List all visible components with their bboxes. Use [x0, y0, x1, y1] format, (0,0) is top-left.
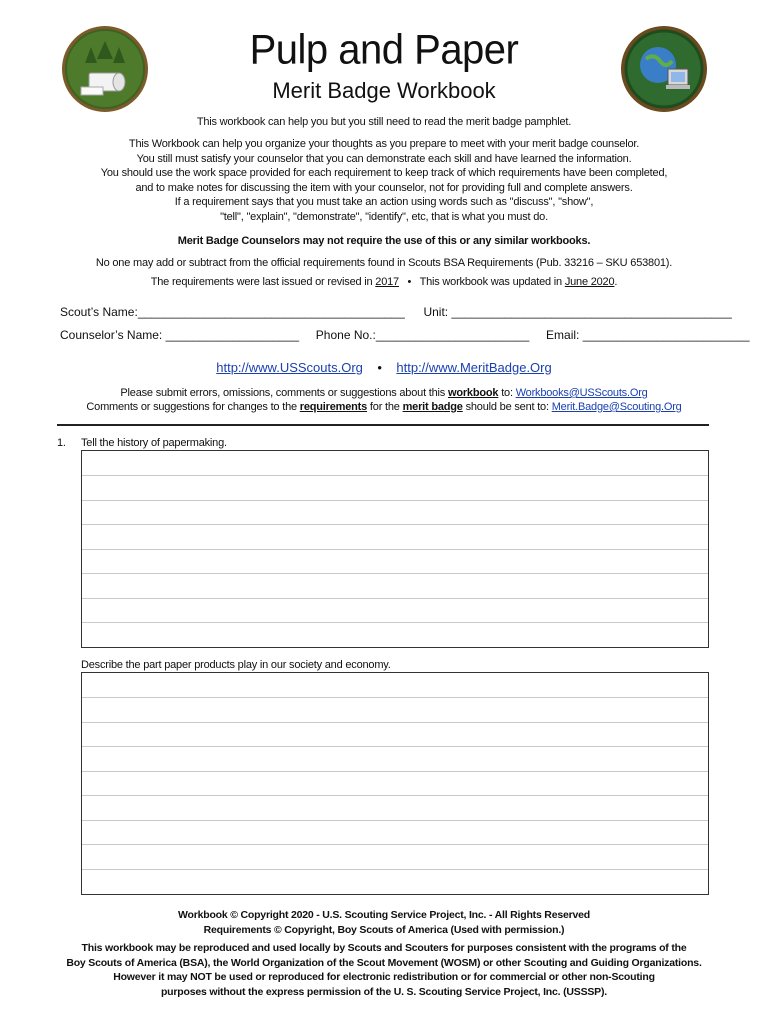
- answer-box-2[interactable]: [81, 672, 709, 895]
- footer: [0, 908, 768, 999]
- updated-prefix: This workbook was updated in: [419, 276, 562, 288]
- requirements-note: No one may add or subtract from the official requirements found in Scouts BSA Requirements (Pub. 33216 – SKU 653801).: [95, 257, 673, 269]
- submit-text: Comments or suggestions for changes to the: [86, 401, 297, 413]
- page-subtitle: Merit Badge Workbook: [272, 78, 496, 103]
- footer-line: Workbook © Copyright 2020 - U.S. Scouting Service Project, Inc. - All Rights Reserved: [177, 909, 590, 921]
- requirements-word: requirements: [299, 401, 368, 413]
- counselor-row: [60, 328, 750, 342]
- intro-line: This workbook can help you but you still need to read the merit badge pamphlet.: [196, 116, 572, 128]
- merit-badge-word: merit badge: [402, 401, 463, 413]
- requirement-text: Describe the part paper products play in our society and economy.: [81, 659, 391, 671]
- requirement-number: 1.: [57, 437, 66, 449]
- footer-line: purposes without the express permission of the U. S. Scouting Service Project, Inc. (USSSP).: [160, 985, 608, 998]
- workbook-word: workbook: [447, 387, 499, 399]
- submit-to: to:: [501, 387, 513, 399]
- issued-prefix: The requirements were last issued or revised in: [150, 276, 373, 288]
- unit-label: Unit:: [423, 305, 449, 319]
- intro-paragraph-line: and to make notes for discussing the item with your counselor, not for providing full and complete answers.: [135, 181, 633, 194]
- counselor-name-label: Counselor’s Name:: [60, 328, 163, 342]
- footer-line: However it may NOT be used or reproduced for electronic redistribution or for commercial or other non-Scouting: [113, 971, 655, 983]
- phone-label: Phone No.:: [315, 328, 376, 342]
- submit-line-2: [0, 400, 768, 415]
- footer-line: This workbook may be reproduced and used locally by Scouts and Scouters for purposes consistent with the programs of the: [81, 942, 687, 954]
- meritbadge-link[interactable]: http://www.MeritBadge.Org: [396, 360, 552, 375]
- submit-line-1: [0, 386, 768, 401]
- submit-text: Please submit errors, omissions, comments or suggestions about this: [120, 387, 446, 399]
- counselor-note: Merit Badge Counselors may not require the use of this or any similar workbooks.: [177, 235, 591, 247]
- section-divider: [57, 424, 709, 426]
- counselor-name-field[interactable]: ____________________: [165, 328, 300, 342]
- revision-info: [0, 275, 768, 290]
- page-title: Pulp and Paper: [249, 26, 519, 74]
- scout-row: [60, 305, 732, 319]
- links-row: [0, 360, 768, 375]
- workbooks-email-link[interactable]: Workbooks@USScouts.Org: [515, 387, 648, 399]
- answer-box-1[interactable]: [81, 450, 709, 648]
- submit-sent: should be sent to:: [465, 401, 549, 413]
- usscouts-link[interactable]: http://www.USScouts.Org: [216, 360, 363, 375]
- intro-paragraph-line: You should use the work space provided for each requirement to keep track of which requirements have been completed,: [100, 167, 668, 179]
- scout-name-field[interactable]: ________________________________________: [137, 305, 405, 319]
- submit-for: for the: [369, 401, 400, 413]
- intro-paragraph-line: You still must satisfy your counselor that you can demonstrate each skill and have learned the information.: [136, 152, 632, 165]
- phone-field[interactable]: _______________________: [375, 328, 530, 342]
- email-field[interactable]: _________________________: [582, 328, 750, 342]
- updated-date: June 2020: [564, 276, 615, 288]
- intro-paragraph: [0, 137, 768, 224]
- unit-field[interactable]: __________________________________________: [451, 305, 732, 319]
- period: .: [614, 276, 618, 288]
- bullet: •: [407, 276, 412, 288]
- intro-paragraph-line: "tell", "explain", "demonstrate", "identify", etc, that is what you must do.: [220, 210, 548, 223]
- footer-line: Requirements © Copyright, Boy Scouts of America (Used with permission.): [203, 923, 565, 936]
- scout-name-label: Scout’s Name:: [60, 305, 138, 319]
- merit-badge-email-link[interactable]: Merit.Badge@Scouting.Org: [551, 401, 682, 413]
- requirement-text: Tell the history of papermaking.: [81, 437, 227, 449]
- bullet: •: [377, 360, 382, 375]
- intro-paragraph-line: This Workbook can help you organize your thoughts as you prepare to meet with your merit badge counselor.: [128, 138, 640, 150]
- footer-line: Boy Scouts of America (BSA), the World Organization of the Scout Movement (WOSM) or other Scouting and Guiding Organizations.: [66, 956, 702, 969]
- issued-year: 2017: [375, 276, 399, 288]
- email-label: Email:: [546, 328, 580, 342]
- intro-paragraph-line: If a requirement says that you must take an action using words such as "discuss", "show",: [174, 196, 594, 208]
